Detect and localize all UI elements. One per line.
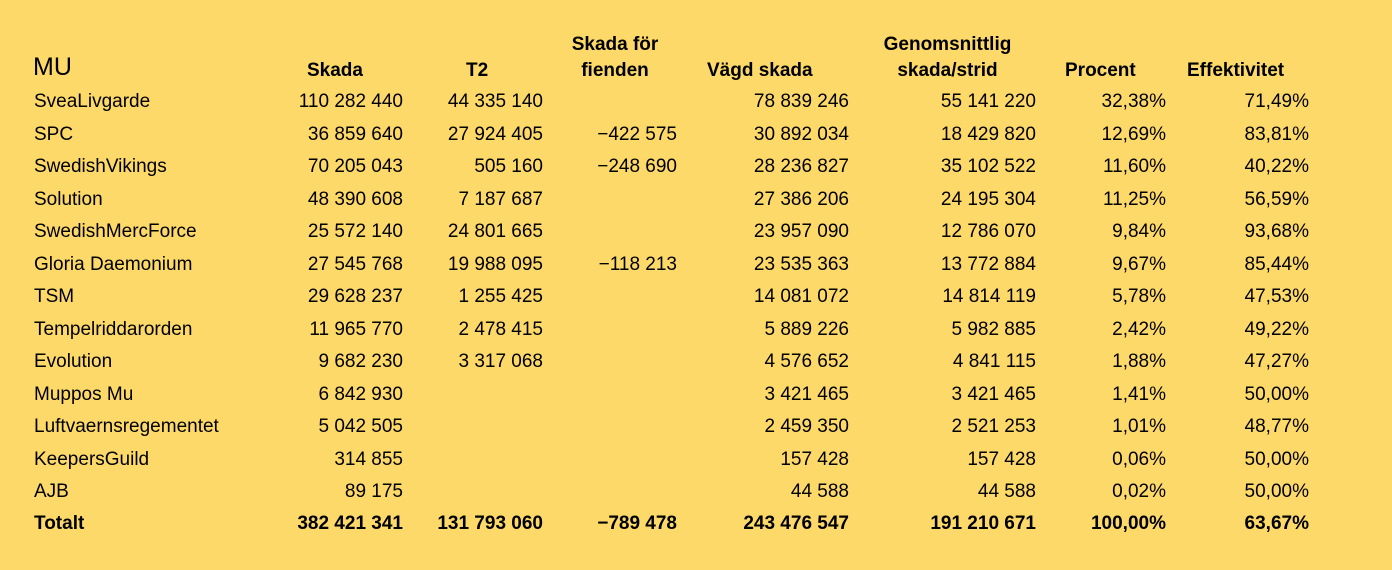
skada-cell: 89 175: [344, 481, 403, 502]
table-row: [0, 314, 1392, 346]
genomsnitt-cell: 44 588: [977, 481, 1036, 502]
t2-cell: 7 187 687: [458, 188, 543, 210]
procent-cell: 2,42%: [1112, 318, 1166, 340]
table-row: [0, 346, 1392, 378]
mu-name-cell: Luftvaernsregementet: [34, 416, 219, 437]
skada-cell: 48 390 608: [307, 188, 403, 210]
genomsnitt-cell: 157 428: [967, 448, 1036, 470]
table-row: [0, 411, 1392, 443]
genomsnitt-cell: 5 982 885: [951, 318, 1036, 340]
skada-column-header: Skada: [307, 60, 363, 81]
table-row: [0, 476, 1392, 508]
vagd-skada-cell: 2 459 350: [764, 416, 849, 437]
t2-cell: 3 317 068: [458, 351, 543, 372]
mu-name-cell: KeepersGuild: [34, 448, 150, 470]
skada-fiende-cell: −248 690: [597, 156, 677, 177]
procent-cell: 0,06%: [1112, 448, 1166, 470]
procent-cell: 11,60%: [1102, 156, 1166, 177]
vagd-skada-column-header: Vägd skada: [707, 60, 813, 81]
mu-name-cell: SPC: [34, 123, 74, 145]
table-row: [0, 379, 1392, 411]
t2-cell: 2 478 415: [458, 318, 543, 340]
skada-cell: 5 042 505: [318, 416, 403, 437]
genomsnitt-cell: 2 521 253: [951, 416, 1036, 437]
t2-cell: 1 255 425: [458, 286, 543, 307]
genomsnitt-cell: 24 195 304: [940, 188, 1036, 210]
procent-cell: 1,01%: [1112, 416, 1166, 437]
genomsnittlig-column-header: [860, 32, 1035, 84]
table-row: [0, 216, 1392, 248]
procent-cell: 1,88%: [1112, 351, 1166, 372]
effektivitet-cell: 47,53%: [1244, 286, 1309, 307]
procent-column-header: Procent: [1065, 60, 1136, 81]
total-effektivitet: 63,67%: [1244, 513, 1309, 534]
effektivitet-cell: 49,22%: [1244, 318, 1309, 340]
procent-cell: 32,38%: [1101, 91, 1166, 112]
genomsnittlig-header-line2: skada/strid: [897, 60, 998, 81]
table-row: [0, 151, 1392, 183]
skada-cell: 29 628 237: [307, 286, 403, 307]
skada-cell: 314 855: [334, 448, 403, 470]
mu-name-cell: Tempelriddarorden: [34, 318, 193, 340]
skada-fiende-header-line2: fienden: [581, 60, 649, 81]
skada-cell: 11 965 770: [309, 318, 403, 340]
genomsnitt-cell: 4 841 115: [952, 351, 1036, 372]
skada-cell: 6 842 930: [318, 383, 403, 405]
procent-cell: 11,25%: [1102, 188, 1166, 210]
procent-cell: 0,02%: [1112, 481, 1166, 502]
total-procent: 100,00%: [1090, 513, 1166, 534]
total-row: [0, 508, 1392, 540]
table-row: [0, 249, 1392, 281]
mu-name-cell: SwedishVikings: [34, 156, 167, 177]
vagd-skada-cell: 14 081 072: [753, 286, 849, 307]
effektivitet-cell: 71,49%: [1244, 91, 1309, 112]
table-row: [0, 184, 1392, 216]
genomsnitt-cell: 35 102 522: [940, 156, 1036, 177]
mu-name-cell: Gloria Daemonium: [34, 253, 193, 275]
mu-name-cell: Muppos Mu: [34, 383, 134, 405]
t2-cell: 24 801 665: [447, 221, 543, 242]
mu-column-header: MU: [33, 53, 72, 81]
effektivitet-cell: 40,22%: [1244, 156, 1309, 177]
table-row: [0, 86, 1392, 118]
t2-cell: 44 335 140: [447, 91, 543, 112]
table-row: [0, 119, 1392, 151]
total-t2: 131 793 060: [437, 513, 543, 534]
procent-cell: 1,41%: [1112, 383, 1166, 405]
total-fiende: −789 478: [597, 513, 677, 534]
effektivitet-column-header: Effektivitet: [1187, 60, 1285, 81]
effektivitet-cell: 50,00%: [1244, 383, 1309, 405]
effektivitet-cell: 50,00%: [1244, 481, 1309, 502]
effektivitet-cell: 48,77%: [1244, 416, 1309, 437]
vagd-skada-cell: 30 892 034: [753, 123, 849, 145]
procent-cell: 9,84%: [1112, 221, 1166, 242]
vagd-skada-cell: 4 576 652: [764, 351, 849, 372]
total-label: Totalt: [34, 513, 85, 534]
skada-cell: 70 205 043: [307, 156, 403, 177]
mu-name-cell: SwedishMercForce: [34, 221, 197, 242]
procent-cell: 5,78%: [1112, 286, 1166, 307]
genomsnitt-cell: 13 772 884: [940, 253, 1036, 275]
effektivitet-cell: 56,59%: [1244, 188, 1309, 210]
vagd-skada-cell: 28 236 827: [753, 156, 849, 177]
t2-cell: 19 988 095: [447, 253, 543, 275]
genomsnitt-cell: 3 421 465: [951, 383, 1036, 405]
vagd-skada-cell: 44 588: [790, 481, 849, 502]
genomsnitt-cell: 55 141 220: [940, 91, 1036, 112]
skada-cell: 36 859 640: [307, 123, 403, 145]
vagd-skada-cell: 5 889 226: [764, 318, 849, 340]
procent-cell: 12,69%: [1101, 123, 1166, 145]
vagd-skada-cell: 78 839 246: [753, 91, 849, 112]
t2-cell: 505 160: [474, 156, 543, 177]
mu-name-cell: AJB: [34, 481, 69, 502]
t2-column-header: T2: [466, 60, 489, 81]
effektivitet-cell: 93,68%: [1244, 221, 1309, 242]
genomsnitt-cell: 14 814 119: [942, 286, 1036, 307]
effektivitet-cell: 50,00%: [1244, 448, 1309, 470]
table-row: [0, 281, 1392, 313]
genomsnitt-cell: 18 429 820: [940, 123, 1036, 145]
mu-name-cell: Solution: [34, 188, 103, 210]
mu-name-cell: SveaLivgarde: [34, 91, 151, 112]
vagd-skada-cell: 23 957 090: [753, 221, 849, 242]
effektivitet-cell: 85,44%: [1244, 253, 1309, 275]
total-vagd: 243 476 547: [743, 513, 849, 534]
effektivitet-cell: 83,81%: [1244, 123, 1309, 145]
vagd-skada-cell: 3 421 465: [764, 383, 849, 405]
table-row: [0, 444, 1392, 476]
mu-name-cell: TSM: [34, 286, 75, 307]
skada-cell: 25 572 140: [307, 221, 403, 242]
procent-cell: 9,67%: [1112, 253, 1166, 275]
skada-cell: 27 545 768: [307, 253, 403, 275]
skada-fiende-cell: −422 575: [597, 123, 677, 145]
vagd-skada-cell: 23 535 363: [753, 253, 849, 275]
skada-cell: 110 282 440: [298, 91, 403, 112]
t2-cell: 27 924 405: [447, 123, 543, 145]
vagd-skada-cell: 157 428: [780, 448, 849, 470]
skada-cell: 9 682 230: [318, 351, 403, 372]
effektivitet-cell: 47,27%: [1244, 351, 1309, 372]
genomsnittlig-header-line1: Genomsnittlig: [883, 34, 1012, 55]
skada-fiende-cell: −118 213: [598, 253, 677, 275]
skada-fiende-header-line1: Skada för: [571, 34, 659, 55]
vagd-skada-cell: 27 386 206: [753, 188, 849, 210]
total-skada: 382 421 341: [297, 513, 403, 534]
genomsnitt-cell: 12 786 070: [940, 221, 1036, 242]
skada-fiende-column-header: [545, 32, 685, 84]
mu-name-cell: Evolution: [34, 351, 113, 372]
total-genomsnitt: 191 210 671: [930, 513, 1036, 534]
